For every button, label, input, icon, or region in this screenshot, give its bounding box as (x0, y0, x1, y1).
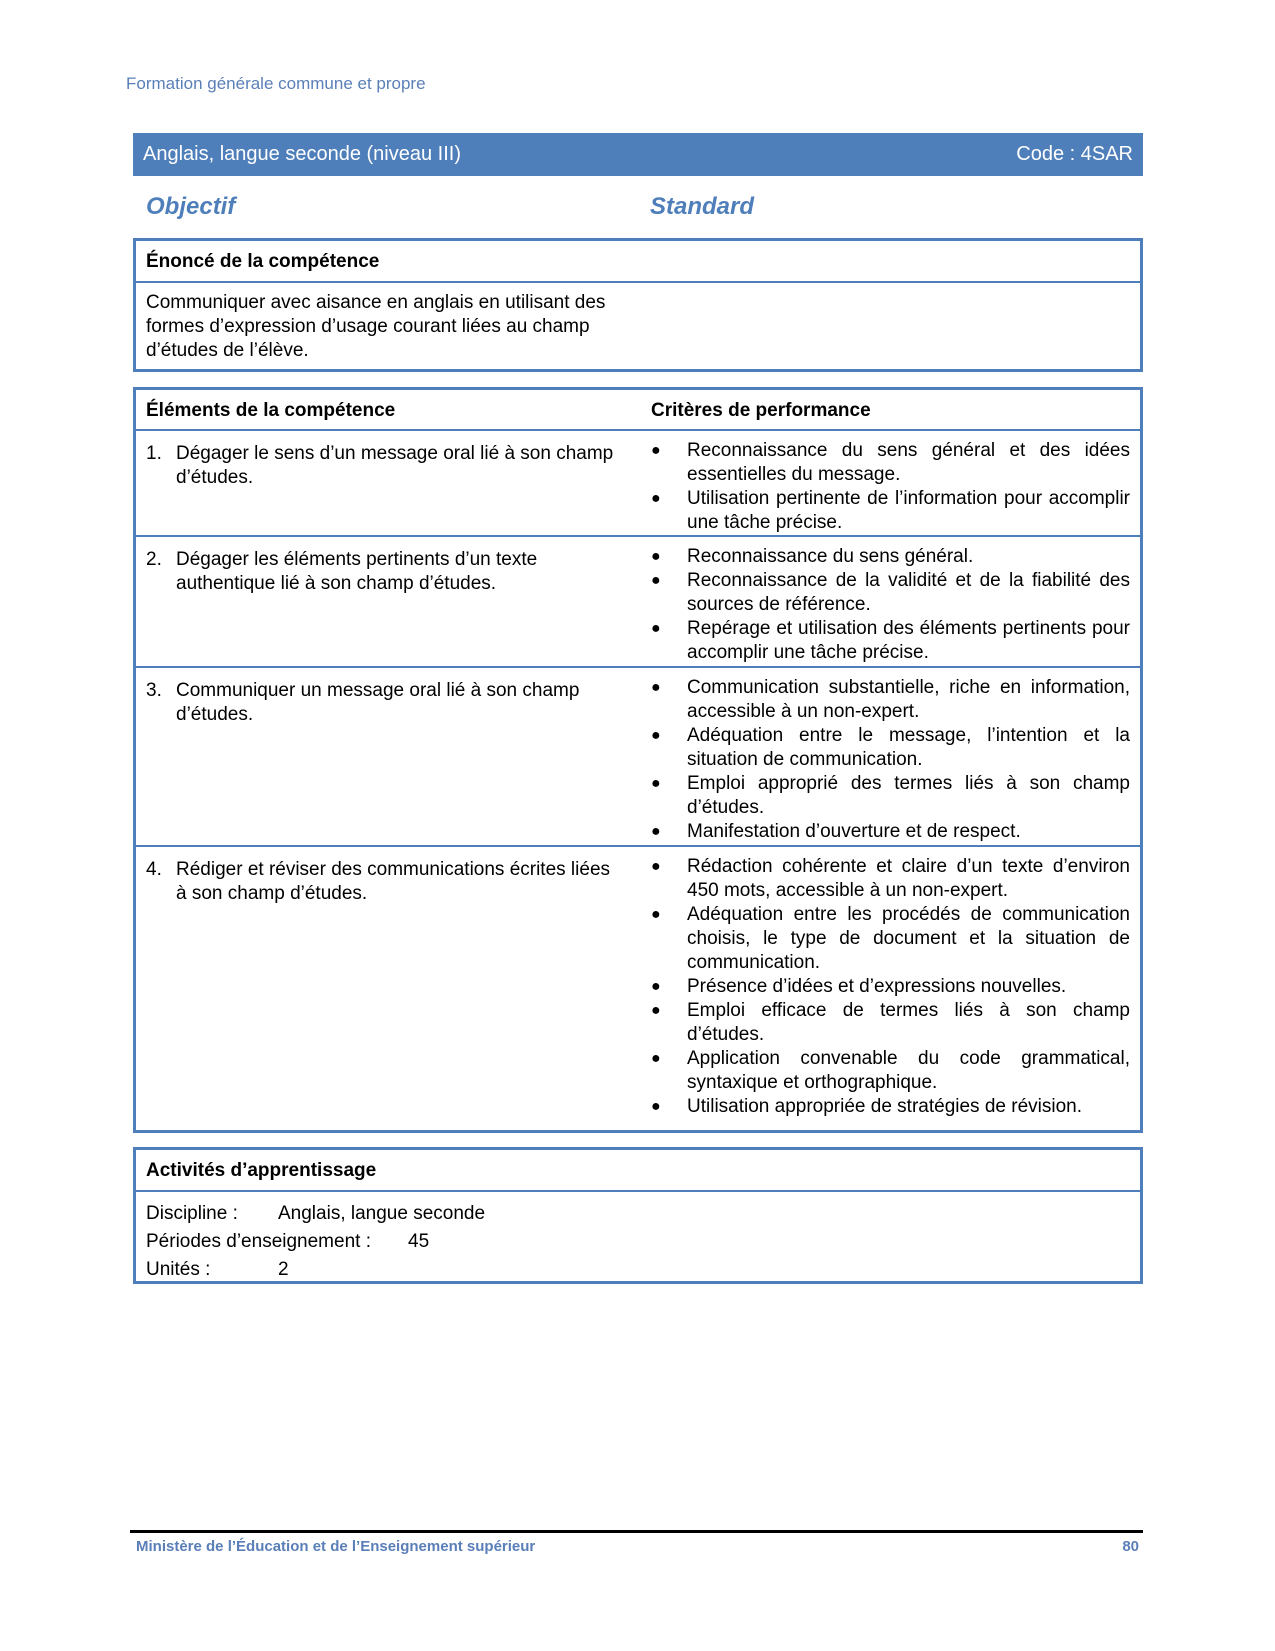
criterion-item (651, 772, 1130, 820)
periodes-line (146, 1228, 1130, 1256)
criterion-text: Rédaction cohérente et claire d’un texte d’environ 450 mots, accessible à un non-expert. (687, 856, 1130, 901)
enonce-text: Communiquer avec aisance en anglais en utilisant des formes d’expression d’usage courant liées au champ d’études de l’élève. (146, 292, 606, 361)
criterion-text: Utilisation pertinente de l’information pour accomplir une tâche précise. (687, 488, 1130, 533)
bullet-icon: ● (651, 978, 661, 995)
objectif-label: Objectif (146, 193, 236, 220)
elements-heading: Éléments de la compétence (146, 400, 396, 421)
criteres-heading: Critères de performance (651, 400, 871, 421)
bullet-icon: ● (651, 620, 661, 637)
criterion-item (651, 1047, 1130, 1095)
bullet-icon: ● (651, 679, 661, 696)
criterion-item (651, 439, 1130, 487)
footer (136, 1538, 1139, 1555)
criterion-item (651, 855, 1130, 903)
criterion-text: Adéquation entre le message, l’intention et la situation de communication. (687, 725, 1130, 770)
title-bar (133, 133, 1143, 176)
element-number: 3. (146, 680, 162, 701)
element-text: Dégager le sens d’un message oral lié à son champ d’études. (176, 443, 614, 488)
bullet-icon: ● (651, 1050, 661, 1067)
unites-value: 2 (278, 1259, 289, 1280)
unites-label: Unités : (146, 1259, 211, 1280)
criterion-item (651, 569, 1130, 617)
criterion-text: Communication substantielle, riche en information, accessible à un non-expert. (687, 677, 1130, 722)
bullet-icon: ● (651, 858, 661, 875)
criterion-text: Emploi approprié des termes liés à son champ d’études. (687, 773, 1130, 818)
element-cell (146, 545, 651, 666)
criteria-cell (651, 545, 1130, 666)
element-cell (146, 439, 651, 535)
criterion-text: Présence d’idées et d’expressions nouvelles. (687, 976, 1067, 997)
element-cell (146, 676, 651, 845)
discipline-line (146, 1200, 1130, 1228)
criterion-text: Reconnaissance du sens général et des idées essentielles du message. (687, 440, 1130, 485)
criterion-item (651, 545, 1130, 569)
activites-box (133, 1147, 1143, 1284)
criterion-text: Reconnaissance de la validité et de la fiabilité des sources de référence. (687, 570, 1130, 615)
elements-table (133, 387, 1143, 1133)
bullet-icon: ● (651, 823, 661, 840)
criterion-item (651, 724, 1130, 772)
element-row (136, 431, 1140, 537)
element-text: Dégager les éléments pertinents d’un texte authentique lié à son champ d’études. (176, 549, 538, 594)
criteria-cell (651, 439, 1130, 535)
bullet-icon: ● (651, 572, 661, 589)
element-number: 4. (146, 859, 162, 880)
element-number: 2. (146, 549, 162, 570)
criterion-item (651, 999, 1130, 1047)
criterion-text: Utilisation appropriée de stratégies de révision. (687, 1096, 1082, 1117)
element-text: Communiquer un message oral lié à son champ d’études. (176, 680, 580, 725)
footer-ministry: Ministère de l’Éducation et de l’Enseignement supérieur (136, 1538, 536, 1555)
bullet-icon: ● (651, 490, 661, 507)
page-number: 80 (1122, 1538, 1139, 1555)
periodes-label: Périodes d’enseignement : (146, 1231, 371, 1252)
elements-header (136, 390, 1140, 431)
discipline-label: Discipline : (146, 1203, 238, 1224)
enonce-heading: Énoncé de la compétence (136, 241, 1140, 283)
criterion-item (651, 975, 1130, 999)
criterion-text: Reconnaissance du sens général. (687, 546, 974, 567)
standard-label: Standard (650, 193, 755, 220)
element-row (136, 668, 1140, 847)
discipline-value: Anglais, langue seconde (278, 1203, 486, 1224)
criteria-cell (651, 855, 1130, 1127)
unites-line (146, 1256, 1130, 1284)
criterion-text: Application convenable du code grammatical, syntaxique et orthographique. (687, 1048, 1130, 1093)
footer-rule (130, 1530, 1143, 1533)
criterion-item (651, 487, 1130, 535)
elements-rows (136, 431, 1140, 1127)
criterion-text: Emploi efficace de termes liés à son champ d’études. (687, 1000, 1130, 1045)
course-code: Code : 4SAR (1016, 143, 1133, 165)
periodes-value: 45 (408, 1231, 430, 1252)
criterion-item (651, 903, 1130, 975)
element-number: 1. (146, 443, 162, 464)
element-cell (146, 855, 651, 1127)
running-head: Formation générale commune et propre (126, 74, 426, 93)
course-title: Anglais, langue seconde (niveau III) (143, 143, 461, 165)
bullet-icon: ● (651, 775, 661, 792)
bullet-icon: ● (651, 442, 661, 459)
criterion-text: Manifestation d’ouverture et de respect. (687, 821, 1021, 842)
element-text: Rédiger et réviser des communications écrites liées à son champ d’études. (176, 859, 611, 904)
criterion-item (651, 820, 1130, 844)
element-row (136, 847, 1140, 1127)
criterion-text: Adéquation entre les procédés de communication choisis, le type de document et la situation de communication. (687, 904, 1130, 973)
bullet-icon: ● (651, 1098, 661, 1115)
bullet-icon: ● (651, 906, 661, 923)
criterion-item (651, 1095, 1130, 1119)
bullet-icon: ● (651, 548, 661, 565)
element-row (136, 537, 1140, 668)
criterion-item (651, 676, 1130, 724)
bullet-icon: ● (651, 1002, 661, 1019)
criteria-cell (651, 676, 1130, 845)
activites-heading: Activités d’apprentissage (136, 1150, 1140, 1192)
enonce-box (133, 238, 1143, 372)
criterion-item (651, 617, 1130, 665)
activites-body (136, 1192, 1140, 1292)
bullet-icon: ● (651, 727, 661, 744)
criterion-text: Repérage et utilisation des éléments pertinents pour accomplir une tâche précise. (687, 618, 1130, 663)
